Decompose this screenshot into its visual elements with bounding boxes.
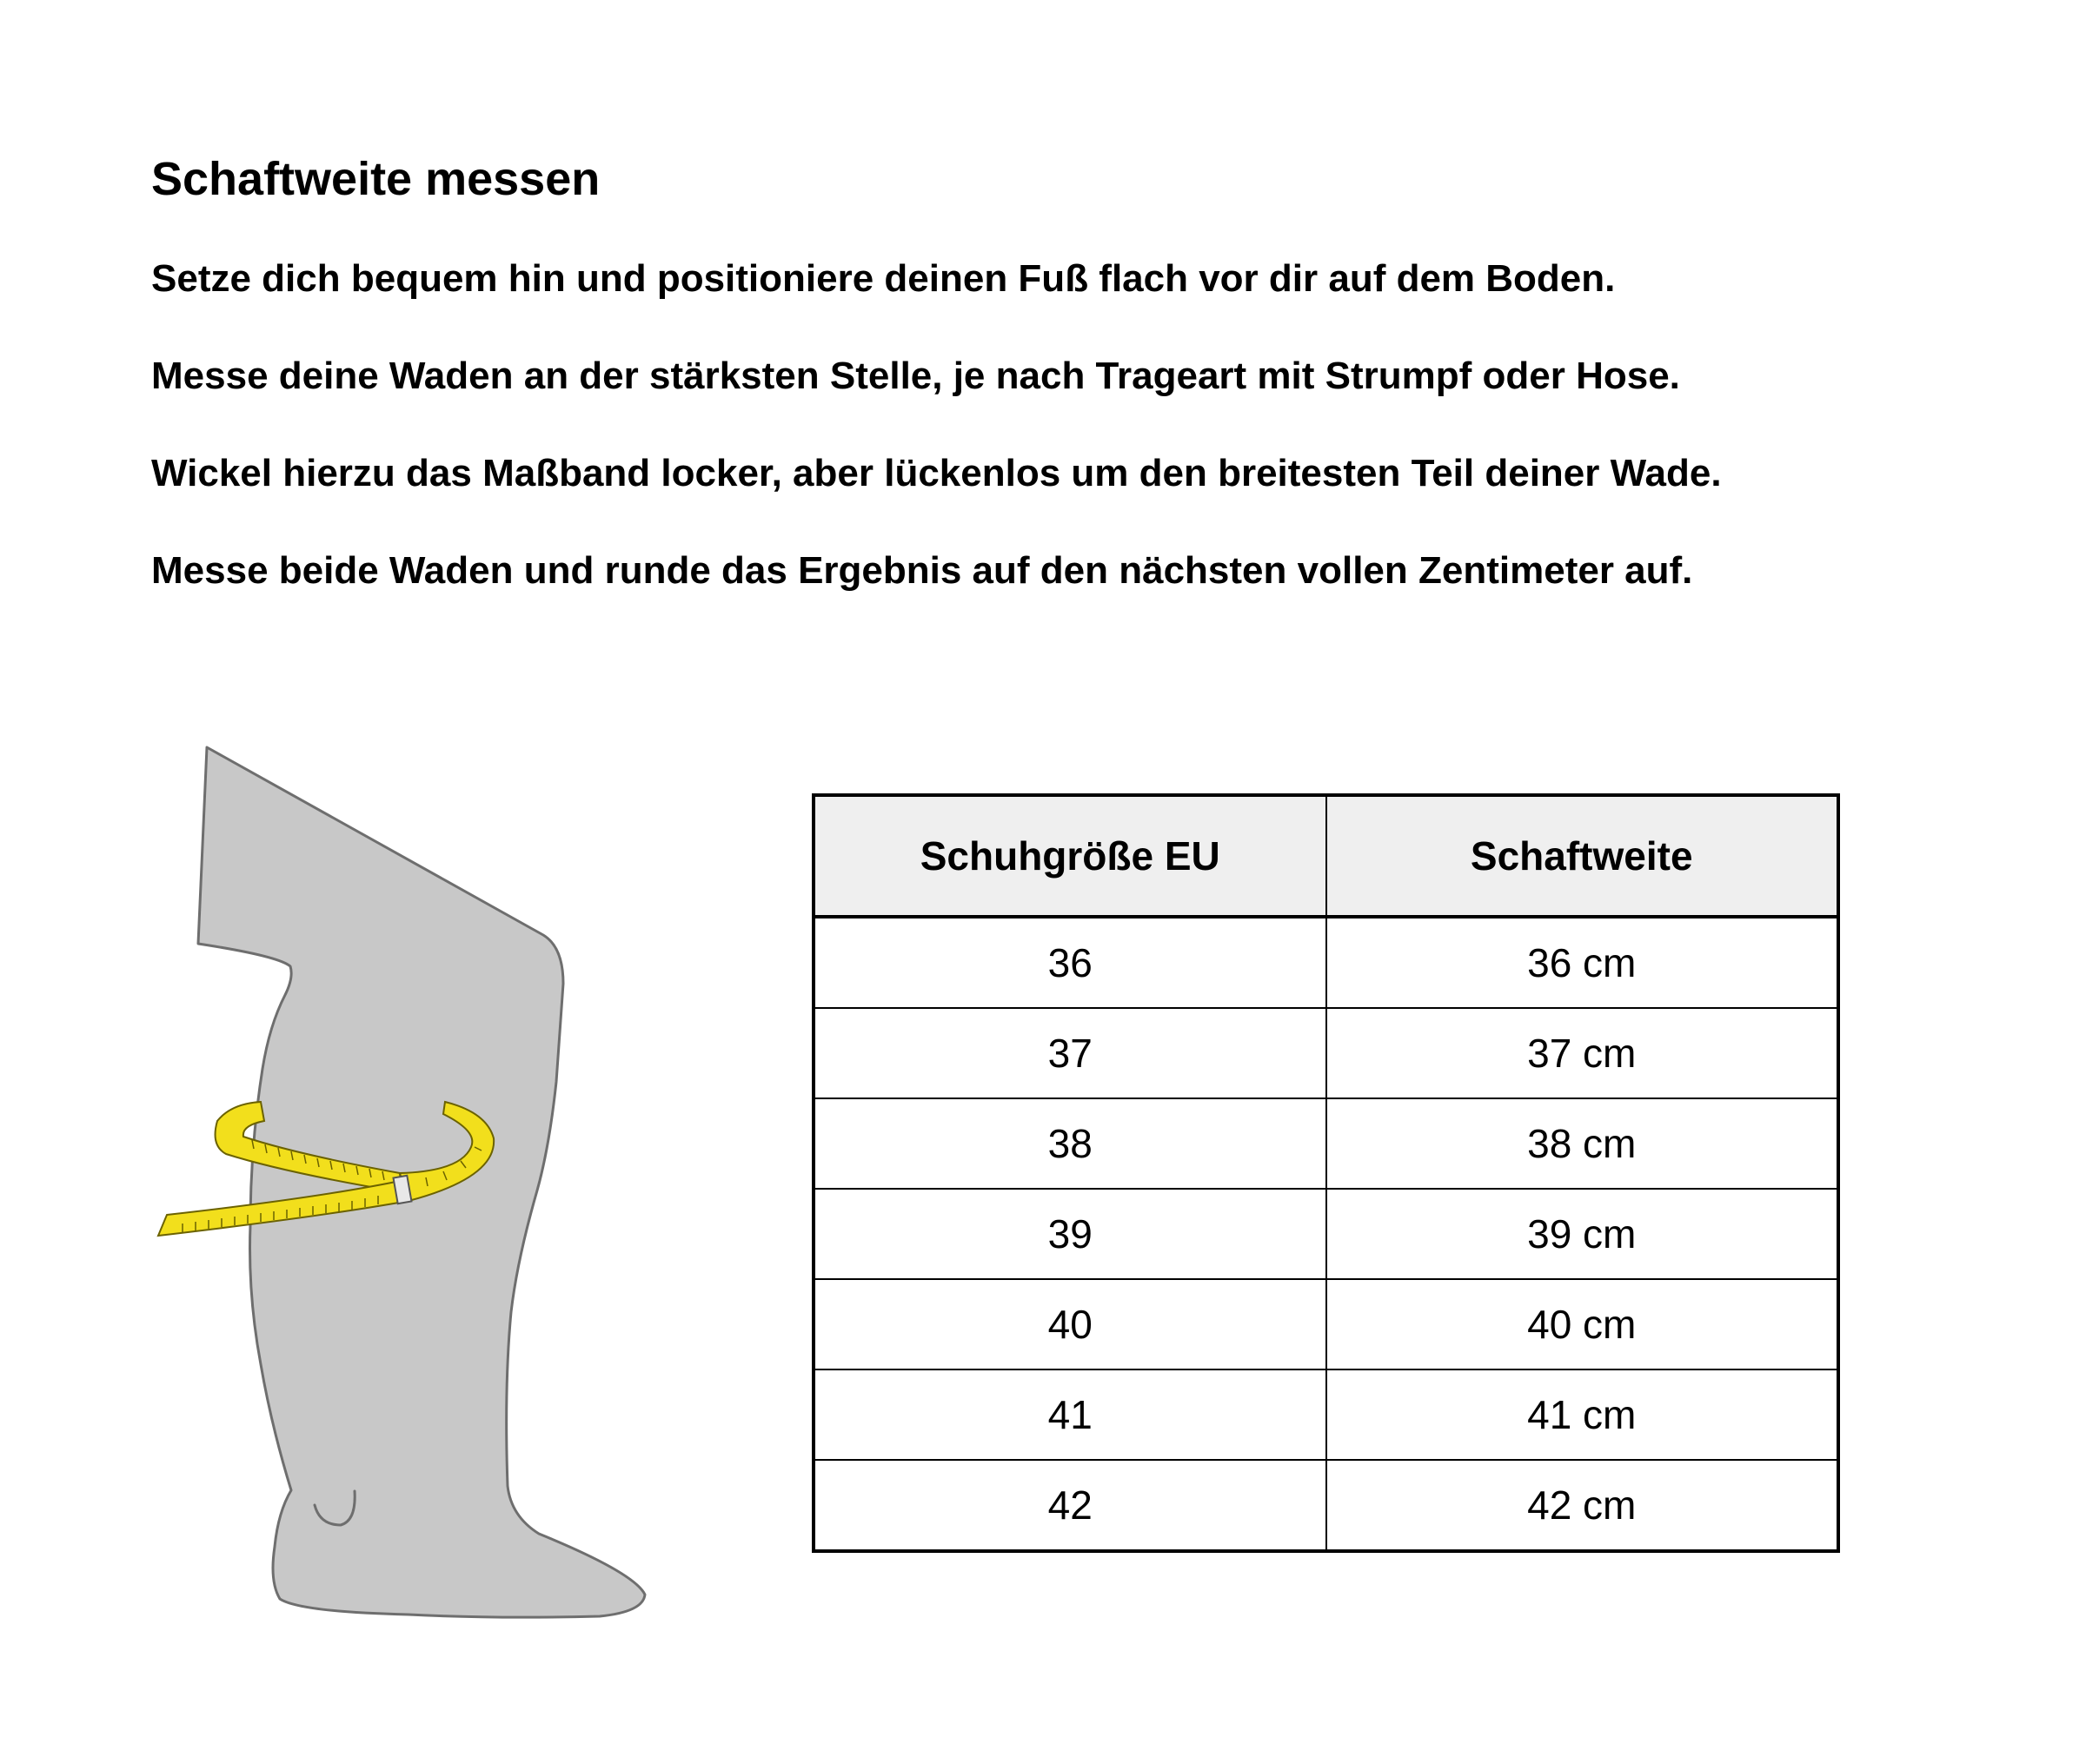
page-title: Schaftweite messen: [151, 153, 601, 205]
cell-shoe-size: 36: [814, 917, 1326, 1008]
table-row: [814, 1279, 1838, 1369]
cell-shoe-size: 39: [814, 1189, 1326, 1279]
table-row: [814, 1460, 1838, 1551]
instruction-list: [151, 252, 1722, 641]
cell-shoe-size: 38: [814, 1098, 1326, 1189]
cell-shaft-width: 38 cm: [1326, 1098, 1839, 1189]
leg-with-measuring-tape-icon: [148, 739, 652, 1651]
cell-shoe-size: 40: [814, 1279, 1326, 1369]
instruction-step-2: Messe deine Waden an der stärksten Stelle, je nach Trageart mit Strumpf oder Hose.: [151, 355, 1680, 397]
table-row: [814, 1369, 1838, 1460]
column-header-shaft-width: Schaftweite: [1326, 795, 1839, 917]
leg-measuring-illustration: [148, 739, 652, 1651]
size-chart-table: [812, 793, 1840, 1553]
instruction-step-4: Messe beide Waden und runde das Ergebnis auf den nächsten vollen Zentimeter auf.: [151, 549, 1693, 592]
cell-shaft-width: 39 cm: [1326, 1189, 1839, 1279]
cell-shoe-size: 42: [814, 1460, 1326, 1551]
cell-shaft-width: 42 cm: [1326, 1460, 1839, 1551]
table-row: [814, 1098, 1838, 1189]
table-row: [814, 917, 1838, 1008]
table-row: [814, 1008, 1838, 1098]
instruction-step-3: Wickel hierzu das Maßband locker, aber lückenlos um den breitesten Teil deiner Wade.: [151, 452, 1722, 494]
cell-shaft-width: 40 cm: [1326, 1279, 1839, 1369]
cell-shaft-width: 36 cm: [1326, 917, 1839, 1008]
table-header-row: [814, 795, 1838, 917]
cell-shoe-size: 41: [814, 1369, 1326, 1460]
cell-shoe-size: 37: [814, 1008, 1326, 1098]
cell-shaft-width: 41 cm: [1326, 1369, 1839, 1460]
instruction-step-1: Setze dich bequem hin und positioniere deinen Fuß flach vor dir auf dem Boden.: [151, 257, 1616, 300]
column-header-shoe-size: Schuhgröße EU: [814, 795, 1326, 917]
cell-shaft-width: 37 cm: [1326, 1008, 1839, 1098]
table-row: [814, 1189, 1838, 1279]
